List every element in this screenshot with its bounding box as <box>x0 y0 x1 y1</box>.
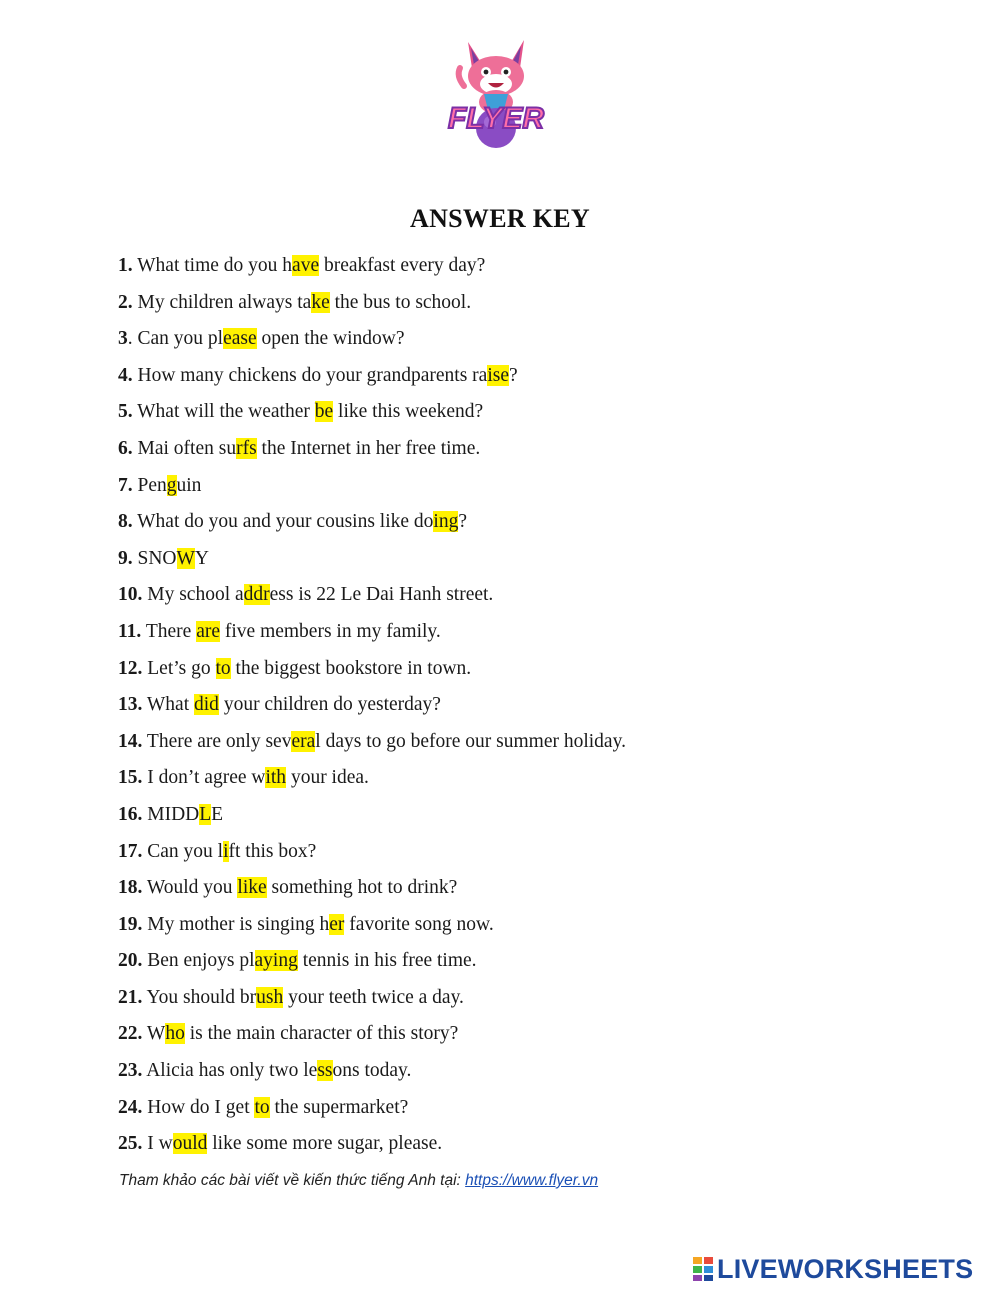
sentence-text: My children always ta <box>137 291 312 313</box>
sentence-text: the supermarket? <box>269 1096 409 1118</box>
sentence-text: five members in my family. <box>220 620 441 642</box>
sentence-text: l days to go before our summer holiday. <box>315 730 626 752</box>
sentence-text: How many chickens do your grandparents ra <box>137 364 488 386</box>
highlighted-answer: are <box>196 620 220 642</box>
sentence-text: tennis in his free time. <box>297 950 477 972</box>
answer-item <box>118 691 938 728</box>
answer-list <box>118 252 938 1167</box>
sentence-text: I don’t agree w <box>147 767 266 789</box>
answer-item <box>118 508 938 545</box>
answer-number: 21. <box>118 986 143 1008</box>
highlighted-answer: ing <box>433 511 459 533</box>
answer-item <box>118 398 938 435</box>
highlighted-answer: W <box>176 547 195 569</box>
flyer-logo <box>438 34 554 154</box>
answer-item <box>118 1130 938 1167</box>
footer-text: Tham khảo các bài viết về kiến thức tiếng Anh tại: <box>119 1172 466 1189</box>
sentence-text: Ben enjoys pl <box>147 950 255 972</box>
answer-number: 11. <box>118 620 142 642</box>
answer-item <box>118 362 938 399</box>
answer-item <box>118 435 938 472</box>
answer-item <box>118 911 938 948</box>
sentence-text: I w <box>147 1133 173 1155</box>
answer-number: 9. <box>118 547 133 569</box>
answer-item <box>118 252 938 289</box>
highlighted-answer: be <box>314 401 334 423</box>
answer-item <box>118 838 938 875</box>
highlighted-answer: to <box>254 1096 270 1118</box>
liveworksheets-icon <box>692 1256 714 1282</box>
sentence-text: There <box>145 620 197 642</box>
answer-number: 4. <box>118 364 133 386</box>
sentence-text: What will the weather <box>137 401 315 423</box>
highlighted-answer: ho <box>165 1023 185 1045</box>
sentence-text: ? <box>508 364 518 386</box>
sentence-text: is the main character of this story? <box>184 1023 459 1045</box>
sentence-text: How do I get <box>147 1096 255 1118</box>
answer-number: 23. <box>118 1060 143 1082</box>
sentence-text: favorite song now. <box>344 913 494 935</box>
answer-item <box>118 472 938 509</box>
highlighted-answer: era <box>291 730 316 752</box>
sentence-text: breakfast every day? <box>319 255 486 276</box>
footer-note <box>119 1172 598 1190</box>
brand-text: LIVEWORKSHEETS <box>717 1253 974 1284</box>
sentence-text: . Can you pl <box>127 328 224 350</box>
answer-item <box>118 764 938 801</box>
sentence-text: your teeth twice a day. <box>283 986 464 1008</box>
answer-number: 3 <box>118 328 128 350</box>
sentence-text: Would you <box>146 877 238 899</box>
page-title: ANSWER KEY <box>410 204 590 233</box>
sentence-text: the bus to school. <box>329 291 472 313</box>
answer-item <box>118 1020 938 1057</box>
highlighted-answer: ith <box>265 767 287 789</box>
svg-text:FLYER: FLYER <box>447 102 545 135</box>
sentence-text: the biggest bookstore in town. <box>230 657 472 679</box>
answer-number: 1. <box>118 255 133 276</box>
answer-number: 2. <box>118 291 133 313</box>
answer-number: 5. <box>118 401 133 423</box>
answer-number: 6. <box>118 437 133 459</box>
highlighted-answer: aying <box>254 950 298 972</box>
answer-item <box>118 984 938 1021</box>
highlighted-answer: rfs <box>236 437 257 459</box>
sentence-text: Mai often su <box>137 437 237 459</box>
highlighted-answer: L <box>199 803 212 825</box>
sentence-text: You should br <box>146 986 257 1008</box>
sentence-text: Let’s go <box>147 657 216 679</box>
answer-number: 25. <box>118 1133 143 1155</box>
sentence-text: MIDD <box>147 803 200 825</box>
answer-item <box>118 1057 938 1094</box>
sentence-text: ons today. <box>332 1060 412 1082</box>
answer-item <box>118 1094 938 1131</box>
sentence-text: What <box>146 694 195 716</box>
highlighted-answer: er <box>329 913 345 935</box>
sentence-text: E <box>211 803 224 825</box>
highlighted-answer: ush <box>256 986 284 1008</box>
answer-number: 8. <box>118 511 133 533</box>
answer-item <box>118 874 938 911</box>
sentence-text: Pen <box>137 474 167 496</box>
sentence-text: ess is 22 Le Dai Hanh street. <box>269 584 494 606</box>
answer-number: 17. <box>118 840 143 862</box>
answer-number: 18. <box>118 877 143 899</box>
answer-number: 16. <box>118 803 143 825</box>
answer-number: 12. <box>118 657 143 679</box>
answer-number: 10. <box>118 584 143 606</box>
sentence-text: What do you and your cousins like do <box>137 511 434 533</box>
sentence-text: like some more sugar, please. <box>207 1133 443 1155</box>
highlighted-answer: ke <box>311 291 330 313</box>
sentence-text: SNO <box>137 547 177 569</box>
answer-number: 13. <box>118 694 143 716</box>
highlighted-answer: ease <box>223 328 257 350</box>
highlighted-answer: to <box>215 657 231 679</box>
answer-number: 7. <box>118 474 133 496</box>
sentence-text: Alicia has only two le <box>146 1060 318 1082</box>
sentence-text: Y <box>194 547 210 569</box>
sentence-text: open the window? <box>256 328 405 350</box>
answer-item <box>118 618 938 655</box>
sentence-text: uin <box>176 474 202 496</box>
flyer-mascot-icon <box>438 34 554 154</box>
sentence-text: like this weekend? <box>333 401 484 423</box>
highlighted-answer: ss <box>317 1060 333 1082</box>
answer-number: 22. <box>118 1023 143 1045</box>
answer-number: 20. <box>118 950 143 972</box>
answer-item <box>118 289 938 326</box>
sentence-text: your children do yesterday? <box>218 694 441 716</box>
highlighted-answer: like <box>237 877 267 899</box>
sentence-text: ft this box? <box>228 840 317 862</box>
sentence-text: the Internet in her free time. <box>256 437 481 459</box>
highlighted-answer: g <box>166 474 177 496</box>
highlighted-answer: ddr <box>243 584 270 606</box>
highlighted-answer: did <box>194 694 219 716</box>
sentence-text: your idea. <box>286 767 369 789</box>
sentence-text: My mother is singing h <box>147 913 330 935</box>
answer-item <box>118 947 938 984</box>
highlighted-answer: i <box>223 840 229 862</box>
sentence-text: Can you l <box>147 840 224 862</box>
highlighted-answer: ise <box>487 364 509 386</box>
highlighted-answer: ave <box>292 255 320 276</box>
answer-item <box>118 325 938 362</box>
sentence-text: What time do you h <box>137 255 293 276</box>
sentence-text: something hot to drink? <box>266 877 458 899</box>
answer-item <box>118 581 938 618</box>
sentence-text: ? <box>458 511 467 533</box>
answer-number: 14. <box>118 730 143 752</box>
footer-link[interactable]: https://www.flyer.vn <box>465 1172 599 1189</box>
answer-item <box>118 801 938 838</box>
answer-number: 19. <box>118 913 143 935</box>
sentence-text: There are only sev <box>146 730 292 752</box>
answer-item <box>118 728 938 765</box>
highlighted-answer: ould <box>172 1133 208 1155</box>
sentence-text: My school a <box>147 584 244 606</box>
answer-item <box>118 655 938 692</box>
sentence-text: W <box>146 1023 166 1045</box>
liveworksheets-brand[interactable] <box>692 1254 973 1284</box>
answer-number: 24. <box>118 1096 143 1118</box>
answer-number: 15. <box>118 767 143 789</box>
answer-item <box>118 545 938 582</box>
